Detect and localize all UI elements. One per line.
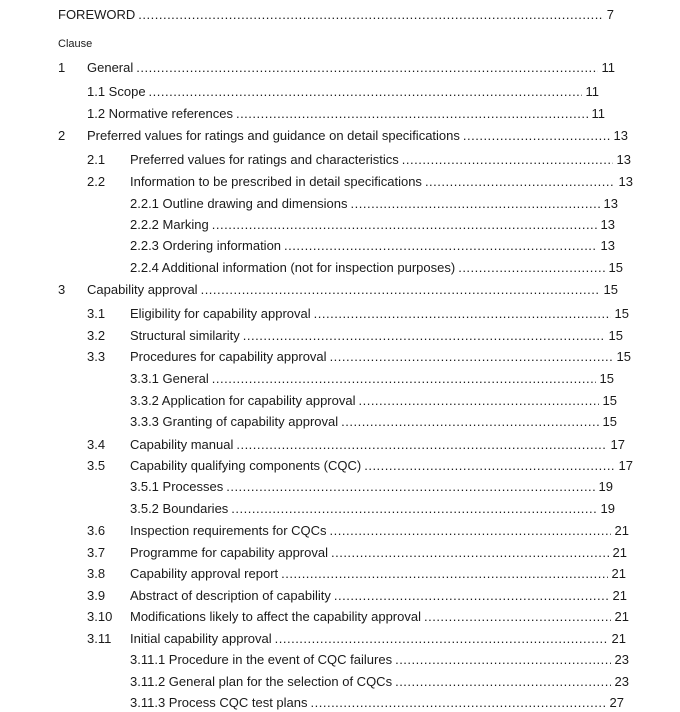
- toc-dot-leader: [275, 630, 608, 648]
- toc-dot-leader: [243, 327, 605, 345]
- toc-dot-leader: [402, 151, 613, 169]
- toc-entry-title: Initial capability approval: [130, 631, 272, 646]
- toc-page-number: 15: [599, 371, 614, 386]
- toc-page-number: 11: [601, 60, 615, 75]
- toc-page-number: 21: [611, 566, 626, 581]
- toc-clause-number: 3: [58, 282, 66, 297]
- toc-entry-title: Capability manual: [130, 437, 234, 452]
- toc-entry-2-2-1[interactable]: [130, 195, 618, 213]
- toc-entry-title: 2.2.1 Outline drawing and dimensions: [130, 196, 348, 211]
- toc-page-number: 15: [608, 328, 623, 343]
- toc-entry-title: 3.3.3 Granting of capability approval: [130, 414, 339, 429]
- toc-entry-title: FOREWORD: [58, 7, 136, 22]
- toc-clause-number: 1: [58, 60, 66, 75]
- toc-dot-leader: [284, 237, 597, 255]
- toc-dot-leader: [341, 413, 598, 431]
- toc-dot-leader: [395, 673, 610, 691]
- toc-page-number: 15: [603, 282, 618, 297]
- toc-entry-3[interactable]: [87, 281, 618, 299]
- toc-clause-number: 3.5: [87, 458, 106, 473]
- toc-entry-title: 2.2.2 Marking: [130, 217, 209, 232]
- toc-entry-3-11-2[interactable]: [130, 673, 629, 691]
- toc-dot-leader: [364, 457, 614, 475]
- toc-entry-2[interactable]: [87, 127, 628, 145]
- toc-dot-leader: [425, 173, 615, 191]
- toc-page-number: 15: [602, 393, 617, 408]
- toc-entry-title: Structural similarity: [130, 328, 240, 343]
- toc-dot-leader: [331, 544, 609, 562]
- toc-dot-leader: [424, 608, 611, 626]
- toc-entry-title: Capability qualifying components (CQC): [130, 458, 362, 473]
- toc-clause-number: 3.8: [87, 566, 106, 581]
- toc-dot-leader: [458, 259, 604, 277]
- toc-entry-title: 3.5.1 Processes: [130, 479, 224, 494]
- toc-dot-leader: [236, 105, 588, 123]
- toc-entry-title: 2.2.4 Additional information (not for inspection purposes): [130, 260, 456, 275]
- clause-label: Clause: [58, 38, 93, 50]
- toc-dot-leader: [226, 478, 594, 496]
- toc-entry-title: 1.1 Scope: [87, 84, 146, 99]
- toc-clause-number: 3.10: [87, 609, 113, 624]
- toc-entry-title: General: [87, 60, 134, 75]
- toc-entry-title: 2.2.3 Ordering information: [130, 238, 282, 253]
- toc-clause-number: 3.6: [87, 523, 106, 538]
- toc-entry-3-7[interactable]: [130, 544, 627, 562]
- toc-page-number: 13: [600, 238, 615, 253]
- toc-page-number: 13: [613, 128, 628, 143]
- toc-entry-3-2[interactable]: [130, 327, 623, 345]
- toc-dot-leader: [358, 392, 598, 410]
- toc-entry-title: Capability approval report: [130, 566, 279, 581]
- toc-dot-leader: [330, 522, 611, 540]
- toc-entry-2-2-2[interactable]: [130, 216, 615, 234]
- toc-dot-leader: [395, 651, 610, 669]
- toc-clause-number: 3.3: [87, 349, 106, 364]
- toc-entry-2-2-3[interactable]: [130, 237, 615, 255]
- toc-entry-1-1[interactable]: [87, 83, 599, 101]
- toc-entry-3-3-2[interactable]: [130, 392, 617, 410]
- toc-page-number: 23: [614, 652, 629, 667]
- toc-dot-leader: [212, 216, 597, 234]
- toc-page-number: 13: [616, 152, 631, 167]
- toc-clause-number: 2.1: [87, 152, 106, 167]
- toc-entry-title: Modifications likely to affect the capability approval: [130, 609, 421, 624]
- toc-entry-3-5[interactable]: [130, 457, 633, 475]
- toc-entry-3-11-3[interactable]: [130, 694, 624, 712]
- toc-page-number: 21: [614, 609, 629, 624]
- toc-page-number: 15: [614, 306, 629, 321]
- toc-dot-leader: [330, 348, 613, 366]
- toc-clause-number: 2.2: [87, 174, 106, 189]
- toc-page-number: 7: [606, 7, 614, 22]
- toc-page-number: 15: [602, 414, 617, 429]
- toc-entry-title: Abstract of description of capability: [130, 588, 331, 603]
- toc-entry-title: 3.11.2 General plan for the selection of CQCs: [130, 674, 393, 689]
- toc-entry-3-4[interactable]: [130, 436, 625, 454]
- toc-clause-number: 3.9: [87, 588, 106, 603]
- toc-dot-leader: [231, 500, 596, 518]
- toc-entry-title: Preferred values for ratings and guidance on detail specifications: [87, 128, 460, 143]
- toc-entry-title: Programme for capability approval: [130, 545, 328, 560]
- toc-page-number: 15: [616, 349, 631, 364]
- toc-clause-number: 3.2: [87, 328, 106, 343]
- toc-entry-3-10[interactable]: [130, 608, 629, 626]
- toc-entry-title: 3.5.2 Boundaries: [130, 501, 229, 516]
- toc-entry-title: 3.3.2 Application for capability approval: [130, 393, 356, 408]
- toc-page-number: 13: [600, 217, 615, 232]
- toc-page-number: 15: [608, 260, 623, 275]
- toc-entry-title: 3.11.1 Procedure in the event of CQC failures: [130, 652, 393, 667]
- toc-page-number: 23: [614, 674, 629, 689]
- toc-dot-leader: [281, 565, 607, 583]
- toc-entry-3-1[interactable]: [130, 305, 629, 323]
- toc-entry-title: 3.3.1 General: [130, 371, 209, 386]
- toc-dot-leader: [311, 694, 606, 712]
- toc-page-number: 21: [614, 523, 629, 538]
- toc-page-number: 17: [618, 458, 633, 473]
- toc-dot-leader: [351, 195, 600, 213]
- toc-entry-title: Inspection requirements for CQCs: [130, 523, 327, 538]
- toc-entry-3-9[interactable]: [130, 587, 627, 605]
- toc-entry-3-3-1[interactable]: [130, 370, 614, 388]
- toc-dot-leader: [463, 127, 610, 145]
- toc-dot-leader: [138, 6, 602, 24]
- toc-entry-title: 1.2 Normative references: [87, 106, 233, 121]
- toc-page-number: 13: [618, 174, 633, 189]
- toc-page-number: 11: [585, 84, 599, 99]
- toc-entry-2-2-4[interactable]: [130, 259, 623, 277]
- toc-clause-number: 3.1: [87, 306, 106, 321]
- toc-entry-title: Procedures for capability approval: [130, 349, 327, 364]
- toc-page-number: 17: [610, 437, 625, 452]
- toc-entry-title: Information to be prescribed in detail specifications: [130, 174, 422, 189]
- toc-entry-3-5-2[interactable]: [130, 500, 615, 518]
- toc-dot-leader: [136, 59, 597, 77]
- toc-entry-1-2[interactable]: [87, 105, 605, 123]
- toc-entry-3-11[interactable]: [130, 630, 626, 648]
- toc-dot-leader: [334, 587, 609, 605]
- toc-entry-3-5-1[interactable]: [130, 478, 613, 496]
- toc-entry-3-3[interactable]: [130, 348, 631, 366]
- toc-dot-leader: [201, 281, 600, 299]
- toc-page-number: 21: [611, 631, 626, 646]
- toc-entry-title: 3.11.3 Process CQC test plans: [130, 695, 308, 710]
- toc-page-number: 27: [609, 695, 624, 710]
- toc-clause-number: 3.4: [87, 437, 106, 452]
- toc-entry-title: Capability approval: [87, 282, 198, 297]
- toc-clause-number: 2: [58, 128, 66, 143]
- toc-entry-1[interactable]: [87, 59, 615, 77]
- toc-dot-leader: [149, 83, 582, 101]
- toc-entry-3-6[interactable]: [130, 522, 629, 540]
- toc-entry-3-8[interactable]: [130, 565, 626, 583]
- toc-entry-3-3-3[interactable]: [130, 413, 617, 431]
- toc-clause-number: 3.11: [87, 631, 112, 646]
- toc-foreword[interactable]: [58, 6, 614, 24]
- toc-page-number: 11: [591, 106, 605, 121]
- toc-page-number: 21: [612, 545, 627, 560]
- toc-entry-3-11-1[interactable]: [130, 651, 629, 669]
- toc-entry-title: Preferred values for ratings and characteristics: [130, 152, 399, 167]
- toc-dot-leader: [314, 305, 611, 323]
- toc-clause-number: 3.7: [87, 545, 106, 560]
- toc-entry-2-1[interactable]: [130, 151, 631, 169]
- toc-page-number: 21: [612, 588, 627, 603]
- toc-page-number: 19: [598, 479, 613, 494]
- toc-page-number: 19: [600, 501, 615, 516]
- toc-dot-leader: [236, 436, 606, 454]
- toc-dot-leader: [212, 370, 596, 388]
- toc-entry-2-2[interactable]: [130, 173, 633, 191]
- toc-entry-title: Eligibility for capability approval: [130, 306, 311, 321]
- toc-page-number: 13: [603, 196, 618, 211]
